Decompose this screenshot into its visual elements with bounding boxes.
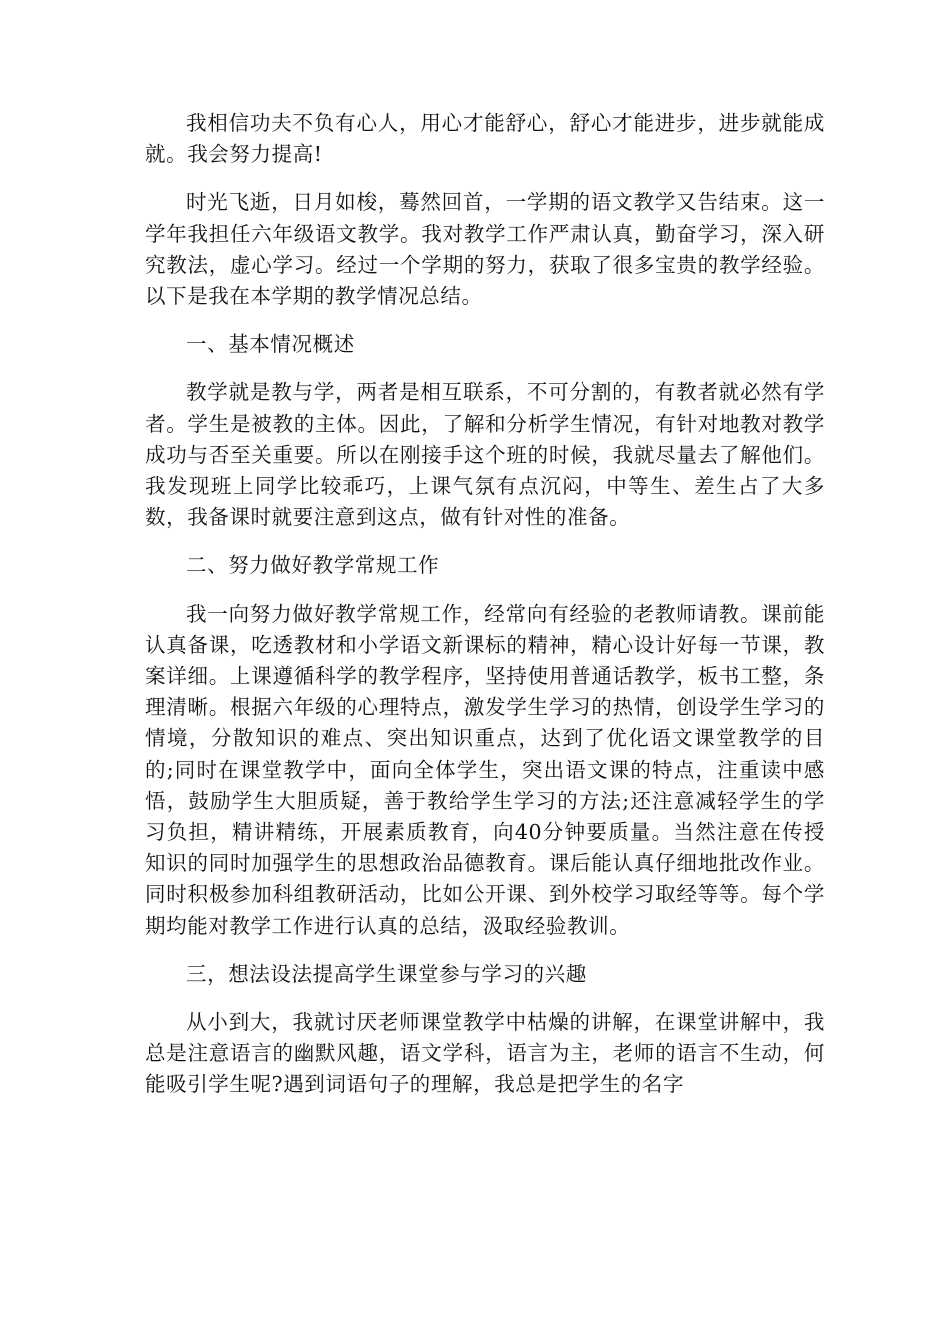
document-body xyxy=(145,108,825,1118)
section-heading: 三，想法设法提高学生课堂参与学习的兴趣 xyxy=(186,961,587,986)
paragraph: 时光飞逝，日月如梭，蓦然回首，一学期的语文教学又告结束。这一学年我担任六年级语文教学。我对教学工作严肃认真，勤奋学习，深入研究教法，虚心学习。经过一个学期的努力，获取了很多宝贵的教学经验。以下是我在本学期的教学情况总结。 xyxy=(145,190,825,309)
paragraph: 我一向努力做好教学常规工作，经常向有经验的老教师请教。课前能认真备课，吃透教材和小学语文新课标的精神，精心设计好每一节课，教案详细。上课遵循科学的教学程序，坚持使用普通话教学，板书工整，条理清晰。根据六年级的心理特点，激发学生学习的热情，创设学生学习的情境，分散知识的难点、突出知识重点，达到了优化语文课堂教学的目的;同时在课堂教学中，面向全体学生，突出语文课的特点，注重读中感悟，鼓励学生大胆质疑，善于教给学生学习的方法;还注意减轻学生的学习负担，精讲精练，开展素质教育，向40分钟要质量。当然注意在传授知识的同时加强学生的思想政治品德教育。课后能认真仔细地批改作业。同时积极参加科组教研活动，比如公开课、到外校学习取经等等。每个学期均能对教学工作进行认真的总结，汲取经验教训。 xyxy=(145,601,825,938)
section-heading: 二、努力做好教学常规工作 xyxy=(186,553,440,578)
paragraph: 我相信功夫不负有心人，用心才能舒心，舒心才能进步，进步就能成就。我会努力提高! xyxy=(145,111,825,167)
paragraph: 从小到大，我就讨厌老师课堂教学中枯燥的讲解，在课堂讲解中，我总是注意语言的幽默风趣，语文学科，语言为主，老师的语言不生动，何能吸引学生呢?遇到词语句子的理解，我总是把学生的名字 xyxy=(145,1010,825,1097)
section-heading: 一、基本情况概述 xyxy=(186,332,355,357)
paragraph: 教学就是教与学，两者是相互联系，不可分割的，有教者就必然有学者。学生是被教的主体。因此，了解和分析学生情况，有针对地教对教学成功与否至关重要。所以在刚接手这个班的时候，我就尽量去了解他们。我发现班上同学比较乖巧，上课气氛有点沉闷，中等生、差生占了大多数，我备课时就要注意到这点，做有针对性的准备。 xyxy=(145,380,825,530)
